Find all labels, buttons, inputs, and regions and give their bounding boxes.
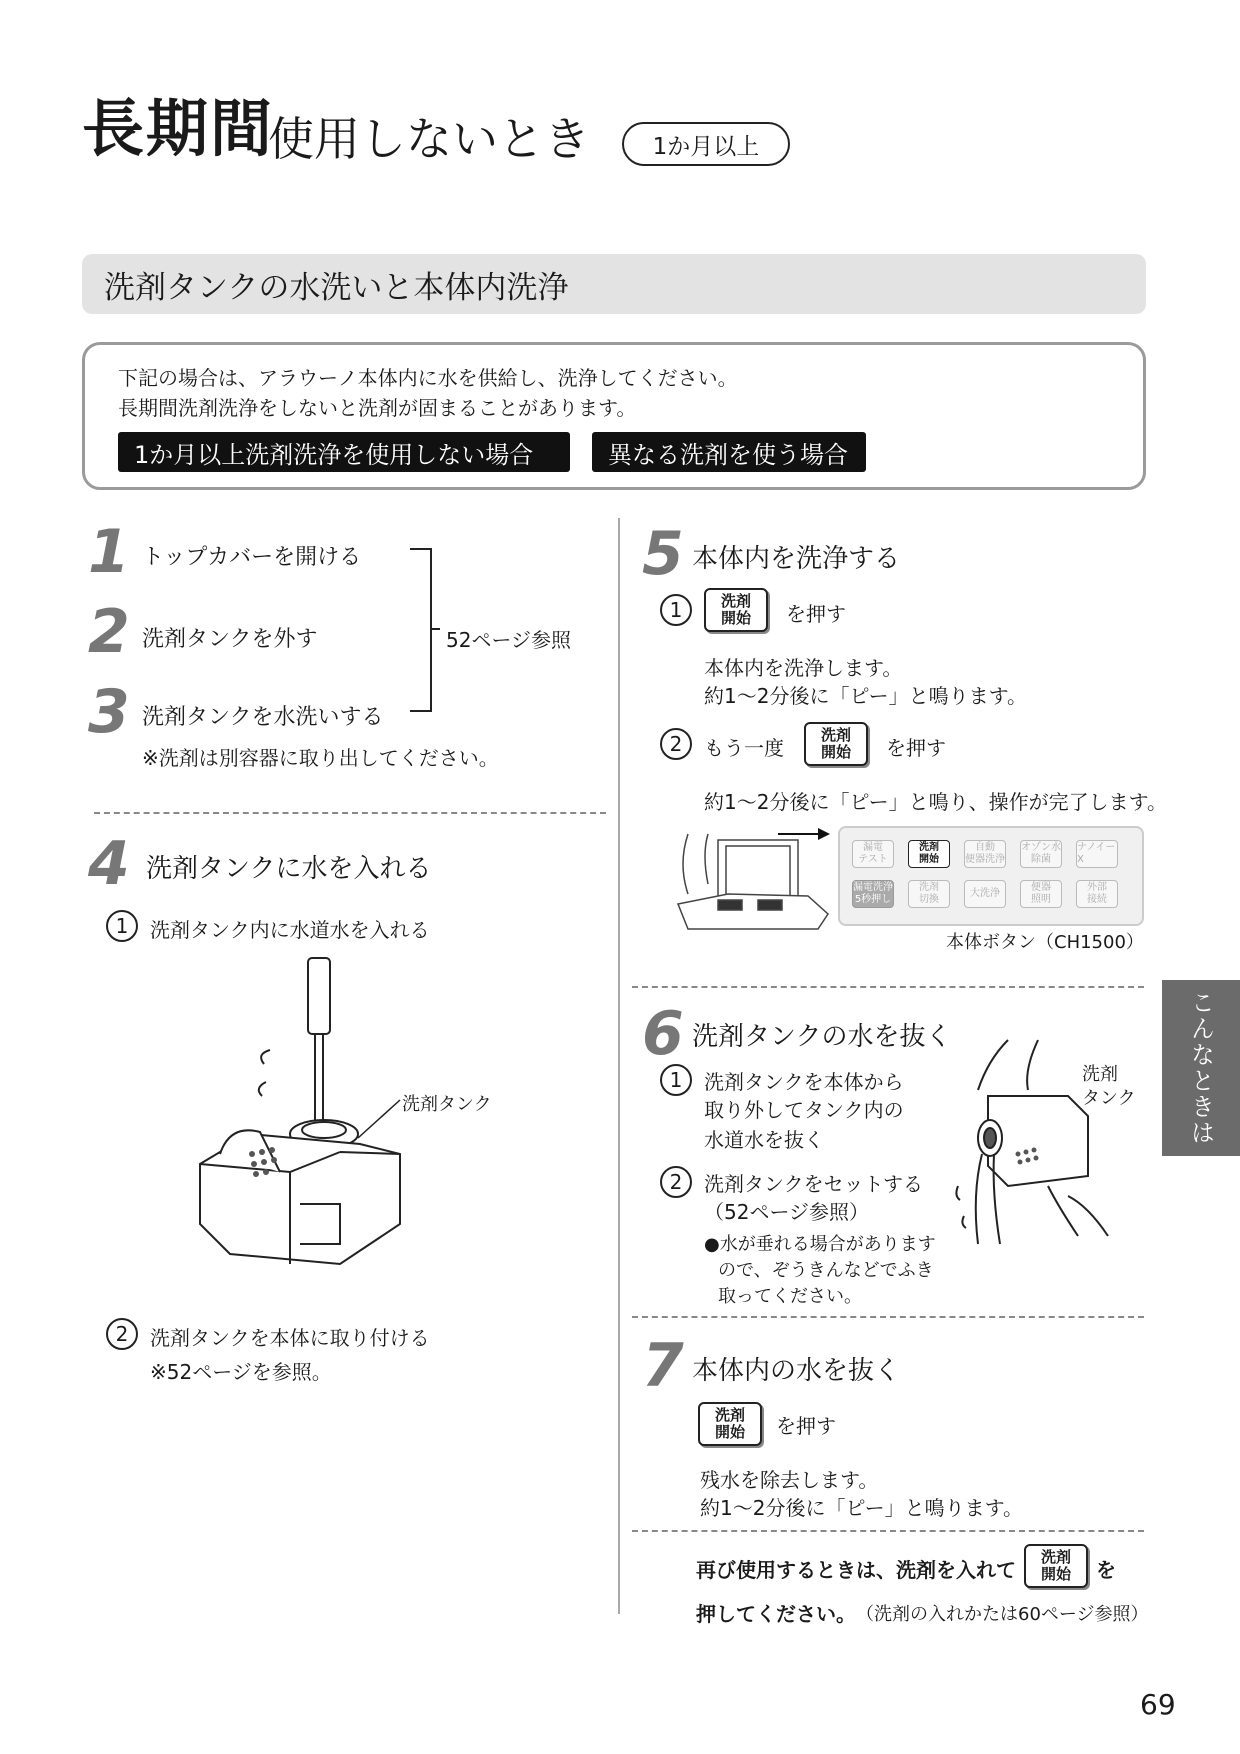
press-text-2: を押す	[886, 736, 946, 760]
panel-btn-nanoe: ナノイーX	[1076, 840, 1118, 868]
step-2-label: 洗剤タンクを外す	[142, 627, 318, 652]
step-3-note: ※洗剤は別容器に取り出してください。	[142, 746, 499, 770]
bracket-tip	[430, 628, 440, 630]
step-1-label: トップカバーを開ける	[142, 545, 362, 570]
step-6-number: 6	[642, 999, 684, 1069]
detergent-start-key-2: 洗剤 開始	[804, 722, 868, 766]
panel-btn-bowl-light: 便器 照明	[1020, 880, 1062, 908]
column-divider	[618, 518, 620, 1614]
step-4-sub-2: 洗剤タンクを本体に取り付ける	[150, 1326, 430, 1350]
detergent-start-key: 洗剤 開始	[704, 588, 768, 632]
step-7-heading: 本体内の水を抜く	[692, 1356, 901, 1386]
panel-btn-ozone: オゾン水 除菌	[1020, 840, 1062, 868]
step-2-number: 2	[88, 597, 130, 667]
step-3-label: 洗剤タンクを水洗いする	[142, 705, 384, 730]
step-6-sub-1-line-3: 水道水を抜く	[704, 1128, 824, 1152]
side-tab: こんなときは	[1162, 980, 1240, 1156]
divider-right-3	[632, 1530, 1144, 1532]
panel-btn-detergent-start: 洗剤 開始	[908, 840, 950, 868]
panel-btn-leak-flush: 漏電洗浄 5秒押し	[852, 880, 894, 908]
divider-right-1	[632, 986, 1144, 988]
tank-filling-illustration	[190, 954, 510, 1284]
step-6-sub-1-mark: 1	[660, 1064, 692, 1096]
step-5-desc-1: 本体内を洗浄します。	[704, 656, 903, 680]
reuse-line-1-end: を	[1096, 1558, 1116, 1582]
page-subtitle: 使用しないとき	[268, 112, 590, 166]
panel-row-2	[852, 880, 1118, 908]
step-6-sub-2-mark: 2	[660, 1166, 692, 1198]
section-title: 洗剤タンクの水洗いと本体内洗浄	[82, 254, 1146, 314]
step-4-sub-2-mark: 2	[106, 1318, 138, 1350]
step-5-number: 5	[642, 519, 684, 589]
step-6-sub-2-line-1: 洗剤タンクをセットする	[704, 1172, 923, 1196]
step-6-sub-1-line-2: 取り外してタンク内の	[704, 1098, 904, 1122]
step-5-heading: 本体内を洗浄する	[692, 544, 901, 574]
step-6-sub-1-line-1: 洗剤タンクを本体から	[704, 1070, 904, 1094]
divider-left	[94, 812, 606, 814]
step-6-heading: 洗剤タンクの水を抜く	[692, 1022, 952, 1052]
toilet-top-illustration	[668, 824, 838, 934]
step-4-sub-1-mark: 1	[106, 910, 138, 942]
panel-btn-big-flush: 大洗浄	[964, 880, 1006, 908]
intro-line-1: 下記の場合は、アラウーノ本体内に水を供給し、洗浄してください。	[118, 366, 738, 390]
reuse-line-1: 再び使用するときは、洗剤を入れて	[696, 1558, 1016, 1582]
step-3-number: 3	[88, 677, 130, 747]
step-6-note-line-3: 取ってください。	[718, 1286, 862, 1307]
step-5-sub-2-mark: 2	[660, 728, 692, 760]
step-5-desc-3: 約1～2分後に「ピー」と鳴り、操作が完了します。	[704, 790, 1168, 814]
reuse-line-2-ref: （洗剤の入れかたは60ページ参照）	[856, 1604, 1149, 1625]
step-6-note-line-2: ので、ぞうきんなどでふき	[718, 1260, 934, 1281]
duration-badge: 1か月以上	[622, 122, 790, 166]
intro-line-2: 長期間洗剤洗浄をしないと洗剤が固まることがあります。	[118, 396, 637, 420]
panel-row-1	[852, 840, 1118, 868]
condition-tag-1: 1か月以上洗剤洗浄を使用しない場合	[118, 432, 570, 472]
detergent-start-key-4: 洗剤 開始	[1024, 1544, 1088, 1588]
step-7-desc-2: 約1～2分後に「ピー」と鳴ります。	[700, 1496, 1024, 1520]
bracket-reference: 52ページ参照	[446, 628, 572, 652]
step-5-again: もう一度	[704, 736, 784, 760]
panel-btn-external: 外部 接続	[1076, 880, 1118, 908]
step-6-note-line-1: ●水が垂れる場合があります	[704, 1234, 936, 1255]
bracket	[410, 548, 432, 712]
step-7-desc-1: 残水を除去します。	[700, 1468, 879, 1492]
page-title: 長期間	[82, 92, 275, 165]
tank-label: 洗剤タンク	[402, 1094, 492, 1115]
step-4-heading: 洗剤タンクに水を入れる	[146, 854, 432, 884]
step-6-sub-2-line-2: （52ページ参照）	[704, 1200, 870, 1224]
step-4-sub-2-note: ※52ページを参照。	[150, 1360, 332, 1384]
divider-right-2	[632, 1316, 1144, 1318]
panel-caption: 本体ボタン（CH1500）	[946, 932, 1144, 953]
press-text-1: を押す	[786, 602, 846, 626]
page-number: 69	[1140, 1688, 1176, 1721]
step-4-sub-1: 洗剤タンク内に水道水を入れる	[150, 918, 430, 942]
detergent-start-key-3: 洗剤 開始	[698, 1402, 762, 1446]
step-1-number: 1	[88, 517, 130, 587]
panel-btn-auto-flush: 自動 便器洗浄	[964, 840, 1006, 868]
tank-label-2-line-1: 洗剤	[1082, 1064, 1118, 1085]
reuse-line-2: 押してください。	[696, 1602, 856, 1626]
step-7-number: 7	[642, 1331, 684, 1401]
panel-btn-leak-test: 漏電 テスト	[852, 840, 894, 868]
tank-label-2-line-2: タンク	[1082, 1088, 1136, 1109]
step-5-desc-2: 約1～2分後に「ピー」と鳴ります。	[704, 684, 1028, 708]
press-text-3: を押す	[776, 1414, 836, 1438]
condition-tag-2: 異なる洗剤を使う場合	[592, 432, 866, 472]
step-5-sub-1-mark: 1	[660, 594, 692, 626]
step-4-number: 4	[88, 829, 130, 899]
panel-btn-detergent-switch: 洗剤 切換	[908, 880, 950, 908]
